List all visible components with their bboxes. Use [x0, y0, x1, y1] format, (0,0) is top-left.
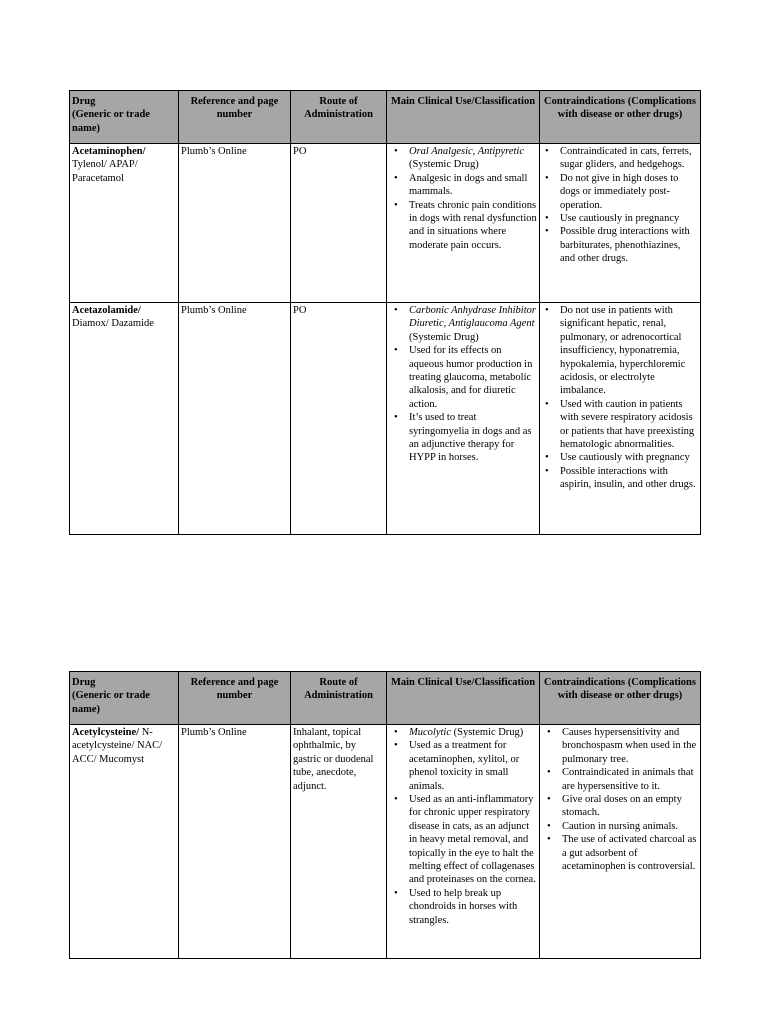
header-route: Route of Administration: [291, 91, 387, 144]
list-item: • Used as a treatment for acetaminophen, xylitol, or phenol toxicity in small animals.: [409, 739, 537, 793]
list-item: • Do not use in patients with significant hepatic, renal, pulmonary, or adrenocortical insufficiency, hyponatremia, hypokalemia, hyperchloremic acidosis, or electrolyte imbalance.: [560, 304, 698, 398]
reference-cell: Plumb’s Online: [179, 725, 291, 959]
list-item: • Contraindicated in cats, ferrets, sugar gliders, and hedgehogs.: [560, 145, 698, 172]
header-use: Main Clinical Use/Classification: [387, 91, 540, 144]
header-reference: Reference and page number: [179, 91, 291, 144]
list-item: • Use cautiously with pregnancy: [560, 451, 698, 464]
use-cell: [387, 303, 540, 535]
list-item: • Give oral doses on an empty stomach.: [562, 793, 698, 820]
list-item: • Mucolytic (Systemic Drug): [409, 726, 537, 739]
reference-cell: Plumb’s Online: [179, 303, 291, 535]
drug-aliases: N-acetylcysteine/ NAC/ ACC/ Mucomyst: [72, 727, 163, 765]
table-row: [70, 725, 701, 959]
list-item: • Possible drug interactions with barbiturates, phenothiazines, and other drugs.: [560, 225, 698, 265]
header-contraindications: Contraindications (Complications with disease or other drugs): [540, 672, 701, 725]
list-item: • Possible interactions with aspirin, insulin, and other drugs.: [560, 465, 698, 492]
drug-aliases: Tylenol/ APAP/ Paracetamol: [72, 159, 138, 184]
route-cell: PO: [291, 303, 387, 535]
header-drug: Drug (Generic or trade name): [70, 91, 179, 144]
route-cell: Inhalant, topical ophthalmic, by gastric or duodenal tube, anecdote, adjunct.: [291, 725, 387, 959]
drug-name: Acetazolamide/: [72, 305, 141, 316]
header-route: Route of Administration: [291, 672, 387, 725]
use-cell: [387, 144, 540, 303]
list-item: • Used with caution in patients with severe respiratory acidosis or patients that have preexisting hematologic abnormalities.: [560, 398, 698, 452]
list-item: • Used as an anti-inflammatory for chronic upper respiratory disease in cats, as an adjunct in heavy metal removal, and topically in the eye to halt the melting effect of collagenases and proteinases on the cornea.: [409, 793, 537, 887]
drug-table-1: [69, 90, 701, 535]
list-item: • Used for its effects on aqueous humor production in treating glaucoma, metabolic alkalosis, and for diuretic action.: [409, 344, 537, 411]
list-item: • Use cautiously in pregnancy: [560, 212, 698, 225]
drug-name: Acetaminophen/: [72, 146, 146, 157]
route-cell: PO: [291, 144, 387, 303]
header-drug: Drug (Generic or trade name): [70, 672, 179, 725]
list-item: • Used to help break up chondroids in horses with strangles.: [409, 887, 537, 927]
list-item: • Caution in nursing animals.: [562, 820, 698, 833]
drug-name: Acetylcysteine/: [72, 727, 140, 738]
list-item: • Causes hypersensitivity and bronchospasm when used in the pulmonary tree.: [562, 726, 698, 766]
table-row: [70, 303, 701, 535]
contraindications-cell: [540, 144, 701, 303]
list-item: • Oral Analgesic, Antipyretic (Systemic Drug): [409, 145, 537, 172]
header-row: [70, 91, 701, 144]
header-use: Main Clinical Use/Classification: [387, 672, 540, 725]
drug-cell: [70, 725, 179, 959]
header-contraindications: Contraindications (Complications with disease or other drugs): [540, 91, 701, 144]
drug-cell: [70, 144, 179, 303]
contraindications-cell: [540, 303, 701, 535]
drug-aliases: Diamox/ Dazamide: [72, 318, 154, 330]
list-item: • Treats chronic pain conditions in dogs with renal dysfunction and in situations where moderate pain occurs.: [409, 199, 537, 253]
drug-cell: [70, 303, 179, 535]
use-cell: [387, 725, 540, 959]
list-item: • Carbonic Anhydrase Inhibitor Diuretic, Antiglaucoma Agent (Systemic Drug): [409, 304, 537, 344]
table-row: [70, 144, 701, 303]
list-item: • Do not give in high doses to dogs or immediately post-operation.: [560, 172, 698, 212]
list-item: • It’s used to treat syringomyelia in dogs and as an adjunctive therapy for HYPP in horses.: [409, 411, 537, 465]
header-row: [70, 672, 701, 725]
drug-table-2: [69, 671, 701, 959]
list-item: • The use of activated charcoal as a gut adsorbent of acetaminophen is controversial.: [562, 833, 698, 873]
contraindications-cell: [540, 725, 701, 959]
list-item: • Contraindicated in animals that are hypersensitive to it.: [562, 766, 698, 793]
reference-cell: Plumb’s Online: [179, 144, 291, 303]
list-item: • Analgesic in dogs and small mammals.: [409, 172, 537, 199]
header-reference: Reference and page number: [179, 672, 291, 725]
